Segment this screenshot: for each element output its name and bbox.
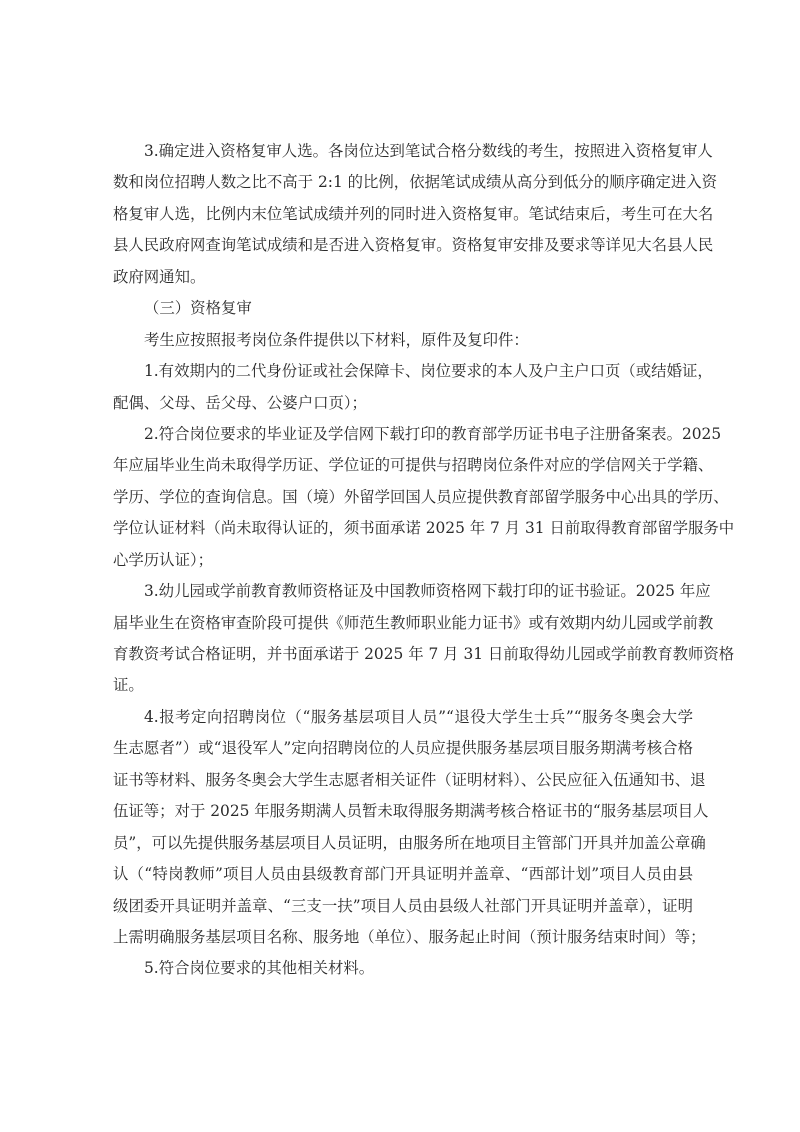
text-line: 证书等材料、服务冬奥会大学生志愿者相关证件（证明材料）、公民应征入伍通知书、退 (113, 770, 706, 789)
text-line: 4.报考定向招聘岗位（“服务基层项目人员”“退役大学生士兵”“服务冬奥会大学 (144, 707, 693, 726)
paragraph (113, 136, 718, 293)
text-line: 认（“特岗教师”项目人员由县级教育部门开具证明并盖章、“西部计划”项目人员由县 (113, 865, 693, 884)
text-line: 5.符合岗位要求的其他相关材料。 (144, 959, 375, 978)
text-line: 1.有效期内的二代身份证或社会保障卡、岗位要求的本人及户主户口页（或结婚证， (144, 362, 713, 381)
text-line: 县人民政府网查询笔试成绩和是否进入资格复审。资格复审安排及要求等详见大名县人民 (113, 236, 714, 255)
text-line: 育教资考试合格证明，并书面承诺于 2025 年 7 月 31 日前取得幼儿园或学前教育教师资格 (113, 645, 735, 663)
text-line: 年应届毕业生尚未取得学历证、学位证的可提供与招聘岗位条件对应的学信网关于学籍、 (113, 456, 714, 475)
text-line: 学历、学位的查询信息。国（境）外留学回国人员应提供教育部留学服务中心出具的学历、 (113, 487, 729, 506)
paragraph (113, 325, 693, 356)
paragraph (113, 419, 735, 576)
text-line: 届毕业生在资格审查阶段可提供《师范生教师职业能力证书》或有效期内幼儿园或学前教 (113, 613, 714, 632)
paragraph (113, 576, 735, 702)
paragraph (113, 356, 713, 419)
paragraph (113, 953, 693, 984)
text-line: 级团委开具证明并盖章、“三支一扶”项目人员由县级人社部门开具证明并盖章），证明 (113, 896, 693, 915)
paragraph (113, 293, 693, 324)
text-line: 考生应按照报考岗位条件提供以下材料，原件及复印件： (144, 330, 529, 349)
text-line: 心学历认证）； (113, 550, 214, 569)
text-line: 上需明确服务基层项目名称、服务地（单位）、服务起止时间（预计服务结束时间）等； (113, 927, 706, 946)
text-line: 3.幼儿园或学前教育教师资格证及中国教师资格网下载打印的证书验证。2025 年应 (144, 582, 711, 601)
text-line: 员”，可以先提供服务基层项目人员证明，由服务所在地项目主管部门开具并加盖公章确 (113, 833, 706, 852)
text-line: 3.确定进入资格复审人选。各岗位达到笔试合格分数线的考生，按照进入资格复审人 (144, 142, 713, 160)
text-line: 政府网通知。 (113, 267, 206, 286)
text-line: 格复审人选，比例内末位笔试成绩并列的同时进入资格复审。笔试结束后，考生可在大名 (113, 204, 714, 223)
text-line: 2.符合岗位要求的毕业证及学信网下载打印的教育部学历证书电子注册备案表。2025 (144, 424, 722, 443)
text-line: 学位认证材料（尚未取得认证的，须书面承诺 2025 年 7 月 31 日前取得教育部留学服务中 (113, 519, 735, 538)
document-page (113, 136, 735, 985)
text-line: 证。 (113, 676, 144, 695)
text-line: 配偶、父母、岳父母、公婆户口页）； (113, 393, 367, 412)
text-line: 数和岗位招聘人数之比不高于 2:1 的比例，依据笔试成绩从高分到低分的顺序确定进入资 (113, 173, 718, 192)
text-line: 伍证等；对于 2025 年服务期满人员暂未取得服务期满考核合格证书的“服务基层项目人 (113, 802, 709, 821)
text-line: （三）资格复审 (144, 299, 252, 318)
paragraph (113, 702, 709, 954)
text-line: 生志愿者”）或“退役军人”定向招聘岗位的人员应提供服务基层项目服务期满考核合格 (113, 739, 693, 758)
